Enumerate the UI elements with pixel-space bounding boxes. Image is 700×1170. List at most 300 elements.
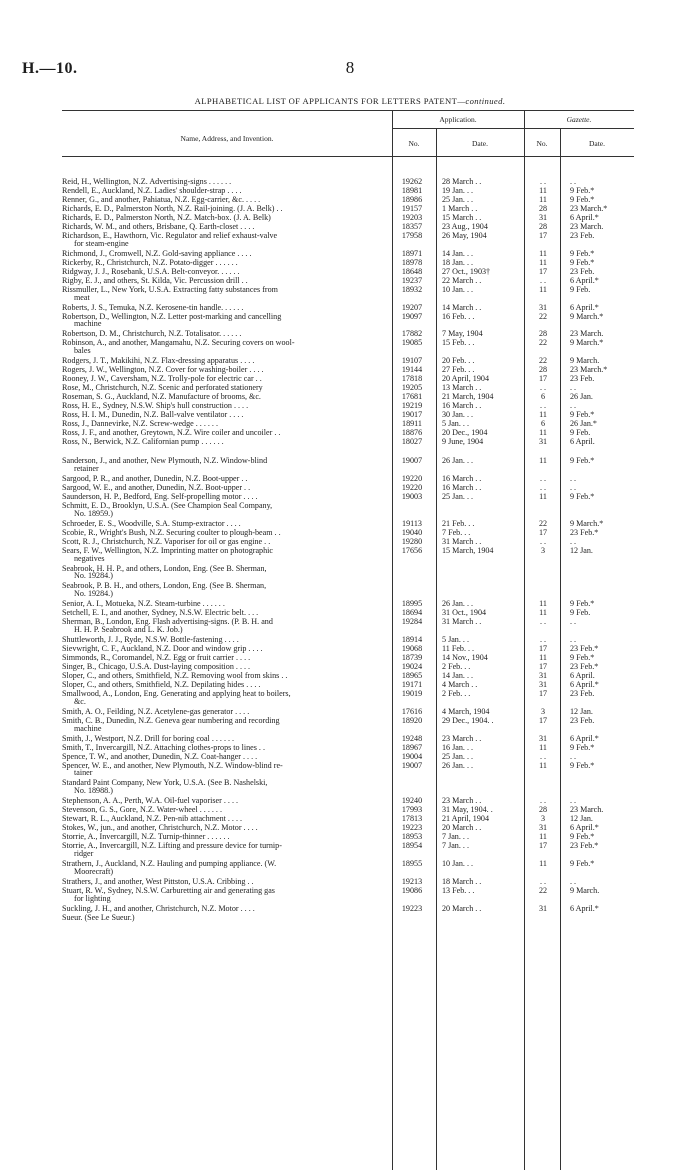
application-number: 18995 <box>401 599 423 609</box>
applicant-name-invention: Smith, A. O., Feilding, N.Z. Acetylene-gas generator . . . . <box>62 706 250 716</box>
applicant-entry <box>62 735 392 743</box>
application-number: 19107 <box>401 356 423 366</box>
gazette-date: 23 Feb.* <box>570 527 599 537</box>
application-number: 18986 <box>401 195 423 204</box>
application-number: 19220 <box>401 483 423 492</box>
applicant-entry <box>62 538 392 546</box>
application-date: 27 Oct., 1903† <box>442 266 491 276</box>
application-number: 18914 <box>401 635 423 644</box>
application-number: 17681 <box>401 392 423 402</box>
application-date: 5 Jan. . . <box>442 419 469 429</box>
application-date: 14 March . . <box>442 302 482 312</box>
application-date: 31 Oct., 1904 <box>442 608 487 618</box>
gazette-date: 23 Feb.* <box>570 644 599 653</box>
applicant-name-invention: Rodgers, J. T., Makikihi, N.Z. Flax-dressing apparatus . . . . <box>62 356 255 366</box>
gazette-number: 11 <box>539 284 547 294</box>
application-date: 26 Jan. . . <box>442 456 474 466</box>
application-number: 19223 <box>401 823 423 833</box>
application-number: 19207 <box>401 302 423 312</box>
applicant-entry <box>62 600 392 608</box>
application-number: 19097 <box>401 311 423 321</box>
applicant-name-invention: Smith, J., Westport, N.Z. Drill for boring coal . . . . . . <box>62 733 235 743</box>
applicant-entry <box>62 842 392 857</box>
gazette-date: 23 March. <box>570 329 604 339</box>
application-date: 16 March . . <box>442 483 482 492</box>
gazette-date: . . <box>570 617 577 627</box>
gazette-number: 17 <box>538 662 548 671</box>
gazette-date: 12 Jan. <box>570 814 593 824</box>
applicant-name-invention: Richardson, E., Hawthorn, Vic. Regulator and relief exhaust-valve <box>62 231 278 240</box>
application-number: 18981 <box>401 186 423 195</box>
applicant-name-invention: Senior, A. I., Motueka, N.Z. Steam-turbine . . . . . . <box>62 599 225 609</box>
gazette-date: 9 March.* <box>570 311 604 321</box>
table-title-suffix: —continued. <box>457 96 506 106</box>
applicant-entry <box>62 366 392 374</box>
applicant-entry <box>62 223 392 231</box>
applicant-entry <box>62 860 392 875</box>
applicant-entry <box>62 187 392 195</box>
application-date: 26 May, 1904 <box>442 231 487 240</box>
application-date: 19 Jan. . . <box>442 186 474 195</box>
applicant-name-invention: Rendell, E., Auckland, N.Z. Ladies' shoulder-strap . . . . <box>62 186 242 195</box>
applicant-entry <box>62 779 392 794</box>
application-date: 13 March . . <box>442 383 482 393</box>
applicant-name-invention: Roberts, J. S., Temuka, N.Z. Kerosene-tin handle. . . . . . <box>62 302 244 312</box>
applicant-name-invention: Sanderson, J., and another, New Plymouth, N.Z. Window-blind <box>62 456 268 466</box>
application-number: 19213 <box>401 876 423 886</box>
applicant-entry <box>62 304 392 312</box>
applicant-name-invention: Saunderson, H. P., Bedford, Eng. Self-propelling motor . . . . <box>62 492 258 501</box>
applicant-name-invention: Ross, H. I. M., Dunedin, N.Z. Ball-valve ventilator . . . . <box>62 410 244 420</box>
gazette-number: 11 <box>539 760 547 770</box>
gazette-date: 9 Feb.* <box>570 742 595 752</box>
gazette-date: . . <box>570 536 577 546</box>
applicant-entry <box>62 196 392 204</box>
gazette-number: . . <box>539 401 547 411</box>
gazette-date: . . <box>570 751 577 761</box>
gazette-number: 17 <box>538 374 548 384</box>
applicant-name-invention: Smith, C. B., Dunedin, N.Z. Geneva gear numbering and recording <box>62 715 280 725</box>
applicant-name-invention: Simmonds, R., Coromandel, N.Z. Egg or fruit carrier . . . . <box>62 653 251 662</box>
applicant-name-invention: Standard Paint Company, New York, U.S.A. (See B. Nashelski, <box>62 778 268 788</box>
application-date: 31 March . . <box>442 617 482 627</box>
applicant-name-invention: Ross, H. E., Sydney, N.S.W. Ship's hull construction . . . . <box>62 401 249 411</box>
gazette-number: 11 <box>539 428 547 438</box>
gazette-date: 12 Jan. <box>570 545 593 555</box>
gazette-date: 9 March. <box>570 885 600 895</box>
application-date: 18 Jan. . . <box>442 257 474 267</box>
gazette-date: 9 Feb.* <box>570 492 595 501</box>
gazette-date: 6 April.* <box>570 680 599 689</box>
gazette-date: . . <box>570 474 577 483</box>
application-date: 7 Jan. . . <box>442 832 469 842</box>
application-number: 19157 <box>401 204 423 213</box>
gazette-number: 17 <box>538 266 548 276</box>
applicant-name-invention: Richards, E. D., Palmerston North, N.Z. Rail-joining. (J. A. Belk) . . <box>62 204 283 213</box>
header-name: Name, Address, and Invention. <box>180 134 274 143</box>
gazette-number: 22 <box>538 311 548 321</box>
applicant-entry <box>62 502 392 517</box>
applicant-entry <box>62 339 392 354</box>
application-date: 20 March . . <box>442 903 482 913</box>
applicant-name-invention: Spencer, W. E., and another, New Plymouth, N.Z. Window-blind re- <box>62 760 283 770</box>
application-date: 15 Feb. . . <box>442 338 475 348</box>
applicant-entry <box>62 690 392 705</box>
gazette-number: 17 <box>538 527 548 537</box>
gazette-number: 28 <box>538 329 548 339</box>
applicant-continuation: ridger <box>74 848 94 858</box>
application-date: 20 April, 1904 <box>442 374 489 384</box>
applicant-name-invention: Scobie, R., Wright's Bush, N.Z. Securing coulter to plough-beam . . <box>62 527 281 537</box>
applicant-entry <box>62 824 392 832</box>
application-number: 19007 <box>401 760 423 770</box>
applicant-name-invention: Robertson, D., Wellington, N.Z. Letter post-marking and cancelling <box>62 311 282 321</box>
application-date: 25 Jan. . . <box>442 751 474 761</box>
applicant-name-invention: Storrie, A., Invercargill, N.Z. Turnip-thinner . . . . . . <box>62 832 230 842</box>
applicant-continuation: tainer <box>74 768 93 778</box>
application-date: 10 Jan. . . <box>442 284 474 294</box>
application-number: 18357 <box>401 222 423 231</box>
application-number: 19262 <box>401 177 423 186</box>
gazette-date: 23 Feb. <box>570 715 595 725</box>
applicant-entry <box>62 547 392 562</box>
col-divider-gazette <box>524 110 525 1170</box>
application-number: 17958 <box>401 231 423 240</box>
applicant-name-invention: Stokes, W., jun., and another, Christchurch, N.Z. Motor . . . . <box>62 823 258 833</box>
applicant-entry <box>62 393 392 401</box>
applicant-entry <box>62 375 392 383</box>
applicant-entry <box>62 178 392 186</box>
application-date: 13 Feb. . . <box>442 885 475 895</box>
gazette-date: 9 Feb.* <box>570 410 595 420</box>
gazette-number: 11 <box>539 492 547 501</box>
applicant-name-invention: Stevenson, G. S., Gore, N.Z. Water-wheel . . . . . . <box>62 805 222 815</box>
gazette-date: 9 Feb.* <box>570 832 595 842</box>
application-date: 23 March . . <box>442 796 482 806</box>
application-date: 7 May, 1904 <box>442 329 483 339</box>
applicant-entry <box>62 357 392 365</box>
gazette-date: 9 Feb. <box>570 428 591 438</box>
applicant-name-invention: Rickerby, R., Christchurch, N.Z. Potato-digger . . . . . . <box>62 257 238 267</box>
applicant-entry <box>62 411 392 419</box>
gazette-number: 11 <box>539 257 547 267</box>
gazette-number: 31 <box>538 733 548 743</box>
application-number: 19284 <box>401 617 423 627</box>
applicant-entry <box>62 609 392 617</box>
applicant-entry <box>62 214 392 222</box>
gazette-date: 6 April.* <box>570 213 599 222</box>
application-date: 25 Jan. . . <box>442 492 474 501</box>
applicant-name-invention: Richmond, J., Cromwell, N.Z. Gold-saving appliance . . . . <box>62 248 252 258</box>
applicant-entry <box>62 268 392 276</box>
applicant-continuation: No. 18988.) <box>74 786 113 796</box>
application-number: 19280 <box>401 536 423 546</box>
col-divider-gaz-date <box>560 128 561 1170</box>
application-date: 27 Feb. . . <box>442 365 475 375</box>
applicant-entry <box>62 205 392 213</box>
application-number: 19205 <box>401 383 423 393</box>
applicant-name-invention: Sargood, P. R., and another, Dunedin, N.Z. Boot-upper . . <box>62 474 248 483</box>
applicant-name-invention: Stephenson, A. A., Perth, W.A. Oil-fuel vaporiser . . . . <box>62 796 239 806</box>
table-title <box>0 96 700 106</box>
gazette-number: 11 <box>539 742 547 752</box>
gazette-date: 23 March.* <box>570 365 608 375</box>
applicant-name-invention: Sueur. (See Le Sueur.) <box>62 912 135 922</box>
col-divider-app-date <box>436 128 437 1170</box>
gazette-date: 9 March.* <box>570 518 604 528</box>
gazette-date: 9 March.* <box>570 338 604 348</box>
application-date: 14 Nov., 1904 <box>442 653 488 662</box>
applicant-entry <box>62 286 392 301</box>
applicant-name-invention: Richards, W. M., and others, Brisbane, Q. Earth-closet . . . . <box>62 222 255 231</box>
applicant-entry <box>62 663 392 671</box>
application-number: 19004 <box>401 751 423 761</box>
application-number: 18694 <box>401 608 423 618</box>
applicant-entry <box>62 717 392 732</box>
applicant-entry <box>62 806 392 814</box>
application-date: 4 March . . <box>442 680 478 689</box>
applicant-name-invention: Stuart, R. W., Sydney, N.S.W. Carburetting air and generating gas <box>62 885 275 895</box>
applicant-name-invention: Suckling, J. H., and another, Christchurch, N.Z. Motor . . . . <box>62 903 255 913</box>
application-number: 19219 <box>401 401 423 411</box>
gazette-date: 6 April.* <box>570 302 599 312</box>
applicant-name-invention: Smallwood, A., London, Eng. Generating and applying heat to boilers, <box>62 689 291 698</box>
gazette-date: 6 April. <box>570 437 595 447</box>
applicant-name-invention: Rogers, J. W., Wellington, N.Z. Cover for washing-boiler . . . . <box>62 365 264 375</box>
gazette-date: 23 Feb.* <box>570 841 599 851</box>
application-number: 18027 <box>401 437 423 447</box>
gazette-number: 31 <box>538 671 548 680</box>
application-date: 14 Jan. . . <box>442 671 474 680</box>
gazette-date: 9 Feb.* <box>570 195 595 204</box>
gazette-number: 11 <box>539 599 547 609</box>
gazette-number: 28 <box>538 365 548 375</box>
gazette-number: 11 <box>539 859 547 868</box>
gazette-date: . . <box>570 177 577 186</box>
application-date: 20 March . . <box>442 823 482 833</box>
gazette-date: . . <box>570 635 577 644</box>
gazette-date: . . <box>570 401 577 411</box>
application-number: 19248 <box>401 733 423 743</box>
gazette-number: 11 <box>539 608 547 618</box>
application-number: 19003 <box>401 492 423 501</box>
application-date: 30 Jan. . . <box>442 410 474 420</box>
applicant-name-invention: Sievwright, C. F., Auckland, N.Z. Door and window grip . . . . <box>62 644 263 653</box>
applicant-name-invention: Strathern, J., Auckland, N.Z. Hauling and pumping appliance. (W. <box>62 859 277 868</box>
applicant-entry <box>62 438 392 446</box>
application-number: 18739 <box>401 653 423 662</box>
applicant-name-invention: Rigby, E. J., and others, St. Kilda, Vic. Percussion drill . . <box>62 275 248 285</box>
application-number: 19203 <box>401 213 423 222</box>
applicant-name-invention: Renner, G., and another, Pahiatua, N.Z. Egg-carrier, &c. . . . . <box>62 195 261 204</box>
applicant-entry <box>62 753 392 761</box>
gazette-number: 31 <box>538 213 548 222</box>
applicant-name-invention: Singer, B., Chicago, U.S.A. Dust-laying composition . . . . <box>62 662 251 671</box>
applicant-continuation: Moorecraft) <box>74 866 114 876</box>
application-date: 10 Jan. . . <box>442 859 474 868</box>
gazette-number: . . <box>539 796 547 806</box>
header-app-no: No. <box>408 139 420 148</box>
column-header-rule <box>62 156 634 157</box>
report-reference: H.—10. <box>22 60 78 77</box>
applicant-name-invention: Smith, T., Invercargill, N.Z. Attaching clothes-props to lines . . <box>62 742 265 752</box>
gazette-date: . . <box>570 876 577 886</box>
gazette-date: 23 Feb. <box>570 266 595 276</box>
gazette-date: 23 Feb. <box>570 231 595 240</box>
gazette-date: 12 Jan. <box>570 706 593 716</box>
gazette-number: 22 <box>538 885 548 895</box>
application-date: 1 March . . <box>442 204 478 213</box>
applicants-table <box>62 110 634 1170</box>
applicant-continuation: No. 19284.) <box>74 589 113 599</box>
applicant-entry <box>62 914 392 922</box>
application-date: 26 Jan. . . <box>442 760 474 770</box>
applicant-name-invention: Rooney, J. W., Caversham, N.Z. Trolly-pole for electric car . . <box>62 374 262 384</box>
gazette-number: 11 <box>539 653 547 662</box>
application-number: 19017 <box>401 410 423 420</box>
application-number: 19024 <box>401 662 423 671</box>
applicant-entry <box>62 708 392 716</box>
header-gaz-no: No. <box>536 139 548 148</box>
header-gaz-date: Date. <box>588 139 606 148</box>
gazette-number: . . <box>539 383 547 393</box>
applicant-entry <box>62 565 392 580</box>
application-date: 2 Feb. . . <box>442 662 471 671</box>
application-number: 17993 <box>401 805 423 815</box>
gazette-number: 31 <box>538 903 548 913</box>
gazette-number: . . <box>539 474 547 483</box>
applicant-continuation: No. 19284.) <box>74 571 113 581</box>
applicant-name-invention: Reid, H., Wellington, N.Z. Advertising-signs . . . . . . <box>62 177 232 186</box>
gazette-date: 9 Feb. <box>570 608 591 618</box>
application-number: 19171 <box>401 680 423 689</box>
header-application: Application. <box>439 115 477 124</box>
gazette-date: 23 March.* <box>570 204 608 213</box>
applicant-name-invention: Storrie, A., Invercargill, N.Z. Lifting and pressure device for turnip- <box>62 841 282 851</box>
gazette-number: . . <box>539 751 547 761</box>
applicant-entry <box>62 520 392 528</box>
applicant-name-invention: Schmitt, E. D., Brooklyn, U.S.A. (See Champion Seal Company, <box>62 501 273 510</box>
application-number: 18920 <box>401 715 423 725</box>
application-number: 18955 <box>401 859 423 868</box>
application-date: 28 March . . <box>442 177 482 186</box>
gazette-number: . . <box>539 617 547 627</box>
application-date: 9 June, 1904 <box>442 437 484 447</box>
application-number: 18953 <box>401 832 423 842</box>
gazette-date: 9 Feb. <box>570 284 591 294</box>
gazette-date: 9 Feb.* <box>570 760 595 770</box>
gazette-date: 23 March. <box>570 805 604 815</box>
applicant-entry <box>62 429 392 437</box>
applicant-name-invention: Shuttleworth, J. J., Ryde, N.S.W. Bottle-fastening . . . . <box>62 635 239 644</box>
application-number: 18648 <box>401 266 423 276</box>
applicant-continuation: meat <box>74 292 90 302</box>
application-date: 20 Dec., 1904 <box>442 428 488 438</box>
applicant-entry <box>62 833 392 841</box>
application-number: 18954 <box>401 841 423 851</box>
application-date: 18 March . . <box>442 876 482 886</box>
application-number: 19086 <box>401 885 423 895</box>
application-number: 19019 <box>401 689 423 698</box>
applicant-name-invention: Ross, J. F., and another, Greytown, N.Z. Wire coiler and uncoiler . . <box>62 428 281 438</box>
applicant-entry <box>62 762 392 777</box>
applicant-entry <box>62 797 392 805</box>
page-number: 8 <box>345 58 355 77</box>
applicant-continuation: retainer <box>74 463 99 473</box>
applicant-entry <box>62 493 392 501</box>
gazette-date: 23 Feb. <box>570 374 595 384</box>
applicant-name-invention: Schroeder, E. S., Woodville, S.A. Stump-extractor . . . . <box>62 518 241 528</box>
gazette-date: . . <box>570 483 577 492</box>
gazette-date: . . <box>570 383 577 393</box>
application-date: 4 March, 1904 <box>442 706 490 716</box>
application-number: 17813 <box>401 814 423 824</box>
applicant-continuation: for lighting <box>74 893 111 903</box>
gazette-number: 28 <box>538 204 548 213</box>
applicant-entry <box>62 384 392 392</box>
application-number: 19240 <box>401 796 423 806</box>
gazette-number: 22 <box>538 356 548 366</box>
application-date: 31 March . . <box>442 536 482 546</box>
gazette-number: 31 <box>538 302 548 312</box>
applicant-entry <box>62 672 392 680</box>
header-gazette: Gazette. <box>566 115 592 124</box>
application-date: 29 Dec., 1904. . <box>442 715 494 725</box>
application-number: 18876 <box>401 428 423 438</box>
applicant-entry <box>62 878 392 886</box>
gazette-date: 26 Jan.* <box>570 419 597 429</box>
application-number: 18967 <box>401 742 423 752</box>
table-title-main: ALPHABETICAL LIST OF APPLICANTS FOR LETTERS PATENT <box>194 96 458 106</box>
gazette-number: 17 <box>538 231 548 240</box>
gazette-number: 6 <box>540 392 546 402</box>
application-number: 17616 <box>401 706 423 716</box>
applicant-name-invention: Ridgway, J. J., Rosebank, U.S.A. Belt-conveyor. . . . . . <box>62 266 240 276</box>
gazette-number: 11 <box>539 410 547 420</box>
applicant-entry <box>62 681 392 689</box>
gazette-number: 11 <box>539 186 547 195</box>
applicant-name-invention: Sargood, W. E., and another, Dunedin, N.Z. Boot-upper . . <box>62 483 251 492</box>
applicant-entry <box>62 815 392 823</box>
gazette-date: 23 Feb. <box>570 689 595 698</box>
header-app-date: Date. <box>471 139 489 148</box>
application-number: 18932 <box>401 284 423 294</box>
applicant-continuation: machine <box>74 723 102 733</box>
applicant-name-invention: Sherman, B., London, Eng. Flash advertising-signs. (P. B. H. and <box>62 617 273 627</box>
gazette-number: 31 <box>538 823 548 833</box>
application-date: 31 May, 1904. . <box>442 805 493 815</box>
gazette-number: 17 <box>538 689 548 698</box>
gazette-date: 9 March. <box>570 356 600 366</box>
application-date: 20 Feb. . . <box>442 356 475 366</box>
application-date: 23 March . . <box>442 733 482 743</box>
applicant-name-invention: Seabrook, P. B. H., and others, London, Eng. (See B. Sherman, <box>62 581 267 591</box>
applicant-name-invention: Ross, N., Berwick, N.Z. Californian pump . . . . . . <box>62 437 224 447</box>
applicant-name-invention: Roseman, S. G., Auckland, N.Z. Manufacture of brooms, &c. <box>62 392 261 402</box>
applicant-entry <box>62 330 392 338</box>
applicant-entry <box>62 259 392 267</box>
applicant-entry <box>62 618 392 633</box>
gazette-number: 11 <box>539 195 547 204</box>
gazette-number: 28 <box>538 222 548 231</box>
application-date: 2 Feb. . . <box>442 689 471 698</box>
application-date: 16 March . . <box>442 474 482 483</box>
gazette-date: 9 Feb.* <box>570 257 595 267</box>
application-date: 14 Jan. . . <box>442 248 474 258</box>
application-number: 18911 <box>402 419 422 429</box>
application-number: 18965 <box>401 671 423 680</box>
applicant-entry <box>62 277 392 285</box>
